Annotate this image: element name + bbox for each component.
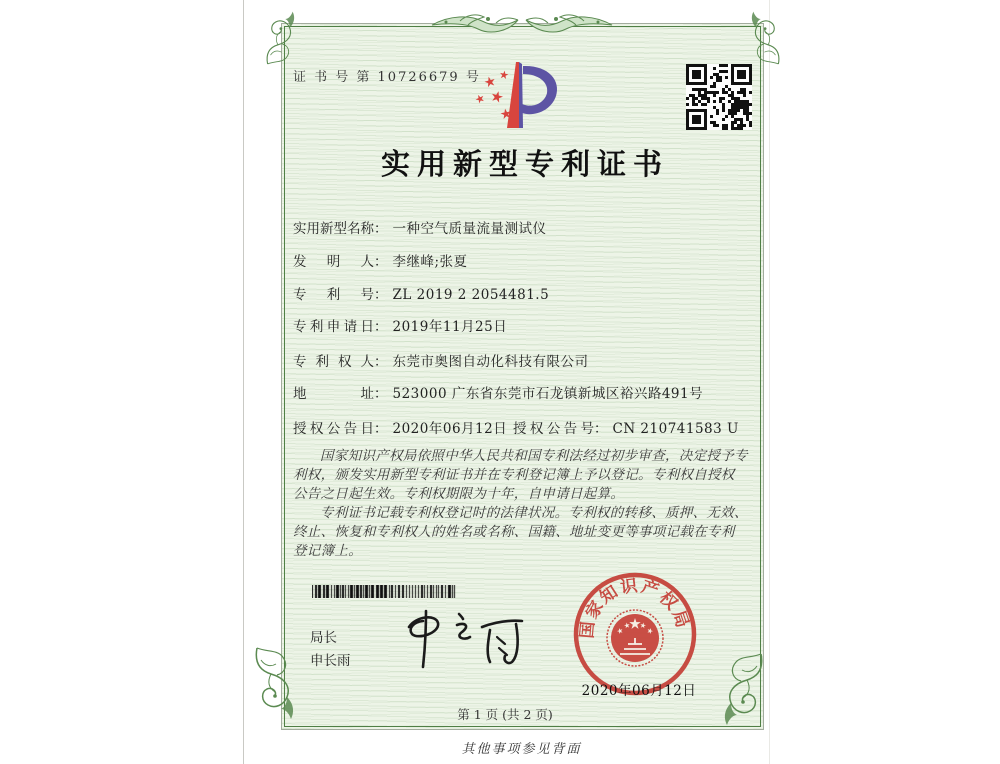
certificate-number: 证 书 号 第 10726679 号 — [293, 70, 481, 85]
field-inventor: 发明人： 李继峰;张夏 — [293, 254, 468, 270]
certificate-barcode — [312, 585, 457, 598]
seal-char: 识 — [619, 576, 639, 598]
certificate-title: 实用新型专利证书 — [380, 147, 669, 181]
legal-paragraph-1: 国家知识产权局依照中华人民共和国专利法经过初步审查，决定授予专利权，颁发实用新型专利证书并在专利登记簿上予以登记。专利权自授权公告之日起生效。专利权期限为十年，自申请日起算。 — [293, 448, 748, 502]
seal-char: 权 — [654, 587, 682, 615]
legal-text — [293, 447, 748, 561]
director-signature — [395, 603, 530, 675]
field-filing-date: 专利申请日： 2019年11月25日 — [293, 319, 508, 335]
paper-edge-left — [243, 0, 244, 764]
director-printed-name: 申长雨 — [310, 653, 351, 668]
paper-edge-right — [769, 0, 770, 764]
director-title: 局长 — [310, 630, 337, 645]
field-grant-date: 授权公告日： 2020年06月12日 — [293, 421, 508, 437]
qr-code — [686, 64, 752, 130]
cnipa-logo-icon — [466, 56, 570, 136]
field-patent-number: 专利号： ZL 2019 2 2054481.5 — [293, 287, 550, 303]
field-address: 地址： 523000 广东省东莞市石龙镇新城区裕兴路491号 — [293, 386, 704, 402]
field-patentee: 专利权人： 东莞市奥图自动化科技有限公司 — [293, 354, 589, 370]
seal-char: 知 — [596, 581, 622, 609]
page-number: 第 1 页 (共 2 页) — [457, 707, 553, 722]
seal-char: 国 — [577, 620, 599, 640]
seal-date: 2020年06月12日 — [581, 683, 697, 699]
field-grant-number: 授权公告号： CN 210741583 U — [513, 421, 739, 437]
seal-char: 家 — [582, 597, 608, 623]
seal-char: 产 — [638, 576, 662, 602]
back-side-note: 其他事项参见背面 — [461, 742, 582, 757]
legal-paragraph-2: 专利证书记载专利权登记时的法律状况。专利权的转移、质押、无效、终止、恢复和专利权人的姓名或名称、国籍、地址变更等事项记载在专利登记簿上。 — [293, 505, 748, 559]
seal-char: 局 — [667, 607, 693, 631]
field-utility-model-name: 实用新型名称： 一种空气质量流量测试仪 — [293, 221, 547, 237]
